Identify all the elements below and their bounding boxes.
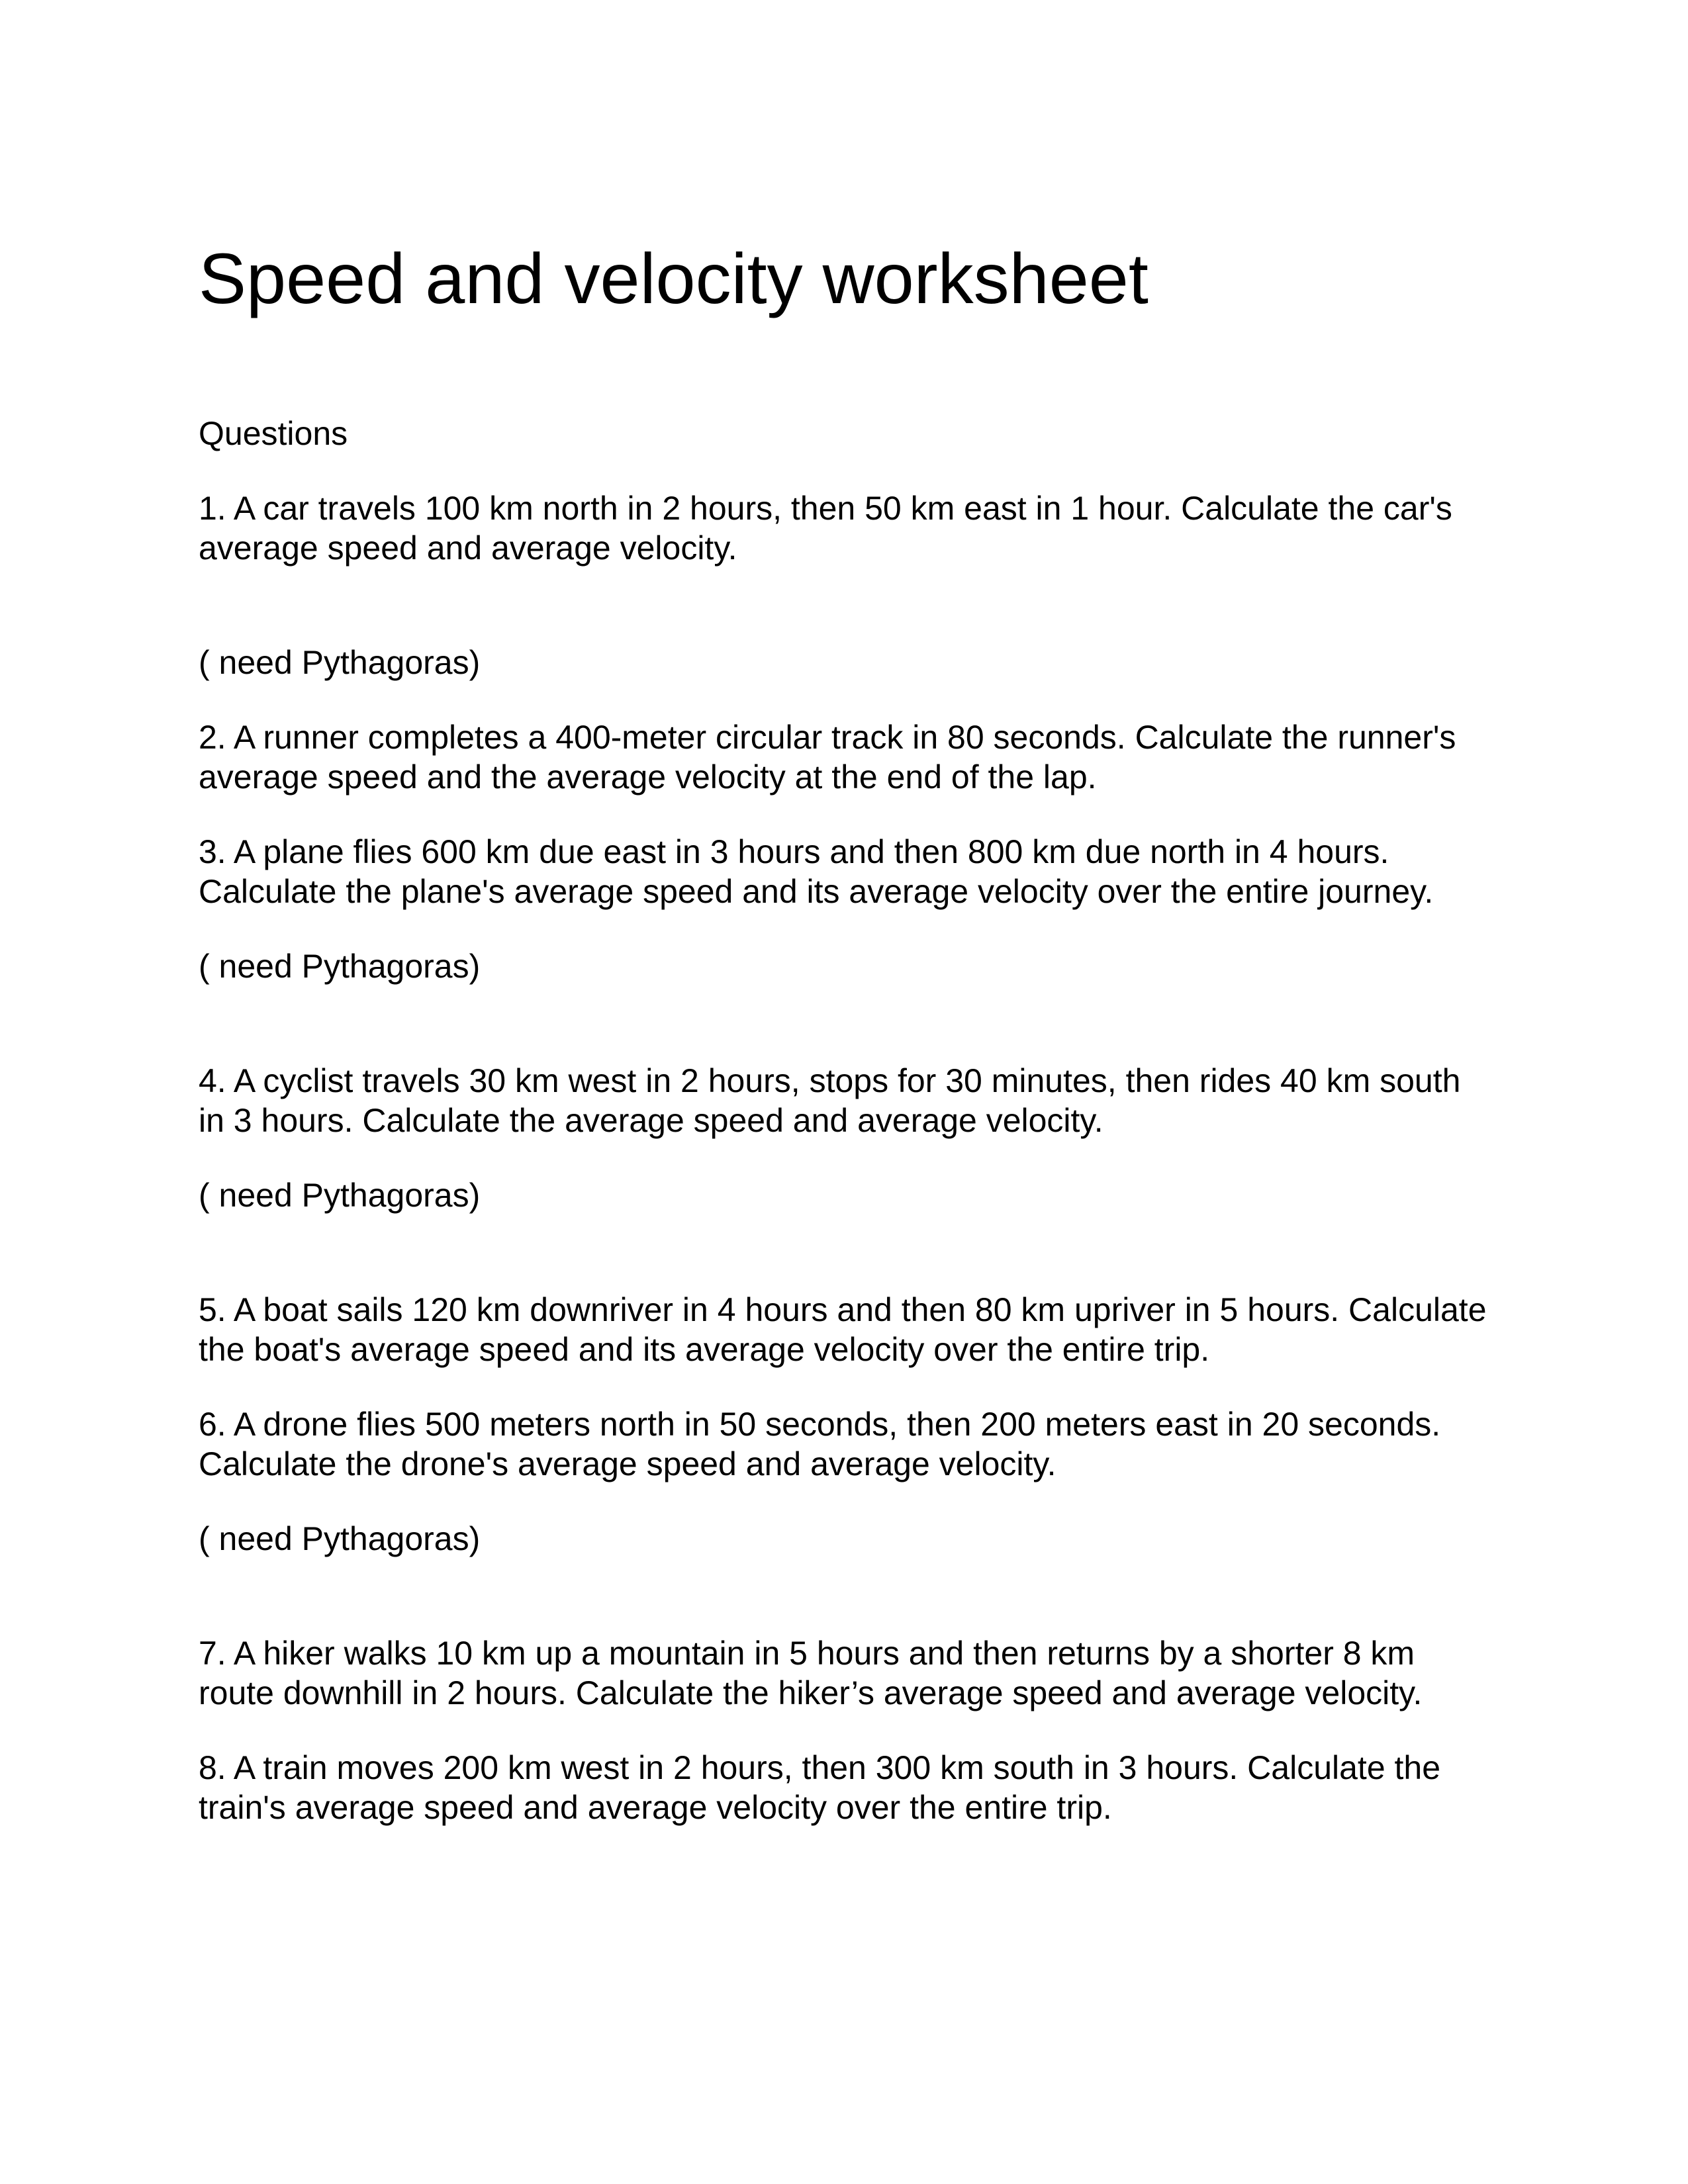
question-8: 8. A train moves 200 km west in 2 hours, then 300 km south in 3 hours. Calculate the train's average speed and average velocity over the entire trip. [199, 1749, 1441, 1826]
question-7: 7. A hiker walks 10 km up a mountain in 5 hours and then returns by a shorter 8 km route downhill in 2 hours. Calculate the hiker’s average speed and average velocity. [199, 1635, 1423, 1711]
question-5: 5. A boat sails 120 km downriver in 4 hours and then 80 km upriver in 5 hours. Calculate the boat's average speed and its average velocity over the entire trip. [199, 1291, 1487, 1368]
pythagoras-note-2: ( need Pythagoras) [199, 948, 481, 985]
page-title: Speed and velocity worksheet [199, 238, 1149, 318]
question-4: 4. A cyclist travels 30 km west in 2 hours, stops for 30 minutes, then rides 40 km south in 3 hours. Calculate the average speed and average velocity. [199, 1062, 1461, 1139]
question-2: 2. A runner completes a 400-meter circular track in 80 seconds. Calculate the runner's average speed and the average velocity at the end of the lap. [199, 719, 1456, 796]
question-3: 3. A plane flies 600 km due east in 3 hours and then 800 km due north in 4 hours. Calculate the plane's average speed and its average velocity over the entire journey. [199, 833, 1434, 910]
pythagoras-note-4: ( need Pythagoras) [199, 1520, 481, 1557]
question-1: 1. A car travels 100 km north in 2 hours, then 50 km east in 1 hour. Calculate the car's average speed and average velocity. [199, 490, 1452, 567]
section-label: Questions [199, 415, 348, 452]
pythagoras-note-3: ( need Pythagoras) [199, 1177, 481, 1214]
pythagoras-note-1: ( need Pythagoras) [199, 644, 481, 681]
question-6: 6. A drone flies 500 meters north in 50 seconds, then 200 meters east in 20 seconds. Calculate the drone's average speed and average velocity. [199, 1406, 1441, 1482]
